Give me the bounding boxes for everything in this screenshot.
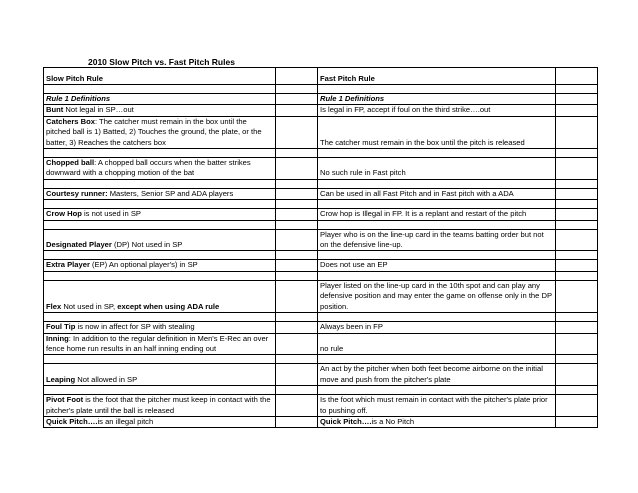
rules-table [43,67,598,428]
slow-rule-cell [44,116,276,148]
fast-rule-cell: Player who is on the line-up card in the teams batting order but not on the defensive line-up. [318,229,556,251]
rule-text: is the foot that the pitcher must keep in contact with the pitcher's plate until the ball is released [46,395,271,415]
rule-row-bunt [44,105,598,116]
rule-text: is a No Pitch [371,416,415,426]
fast-rule-cell: no rule [318,333,556,355]
slow-pitch-header: Slow Pitch Rule [44,68,276,85]
rule-exception: except when using ADA rule [117,301,220,311]
rule-row-foul-tip [44,322,598,333]
rule-text: : In addition to the regular definition in Men's E-Rec an over fence home run results in an half inning ending out [46,333,269,353]
rule-text: (DP) Not used in SP [111,240,183,250]
fast-rule-cell: Can be used in all Fast Pitch and in Fast pitch with a ADA [318,188,556,199]
slow-definitions-label: Rule 1 Definitions [44,94,276,105]
header-row [44,68,598,85]
rule-text: (EP) An optional player's) in SP [89,260,198,270]
slow-rule-cell [44,158,276,180]
slow-rule-cell [44,229,276,251]
slow-rule-cell [44,395,276,417]
fast-definitions-label: Rule 1 Definitions [318,94,556,105]
rule-text: is not used in SP [81,209,141,219]
rule-term: Designated Player [46,240,112,250]
rule-text: : The catcher must remain in the box until the pitched ball is 1) Batted, 2) Touches the ground, the plate, or the batter, 3) Reaches the catchers box [46,116,262,147]
fast-rule-cell: Is legal in FP, accept if foul on the third strike….out [318,105,556,116]
slow-rule-cell [44,333,276,355]
slow-rule-cell [44,188,276,199]
slow-rule-cell [44,364,276,386]
rule-row-catchers-box [44,116,598,148]
rule-text: is now in affect for SP with stealing [75,322,195,332]
rule-row-pivot-foot [44,395,598,417]
rule-row-leaping [44,364,598,386]
fast-rule-cell: Player listed on the line-up card in the 10th spot and can play any defensive position and may enter the game on offense only in the DP position. [318,280,556,312]
rule-row-designated-player [44,229,598,251]
rule-row-courtesy-runner [44,188,598,199]
rule-row-crow-hop [44,209,598,220]
fast-pitch-header: Fast Pitch Rule [318,68,556,85]
rule-term: Chopped ball [46,158,95,168]
fast-rule-cell: Does not use an EP [318,260,556,271]
definitions-row [44,94,598,105]
fast-rule-cell: Crow hop is Illegal in FP. It is a replant and restart of the pitch [318,209,556,220]
rule-row-chopped-ball [44,158,598,180]
slow-rule-cell [44,416,276,427]
rule-term: Courtesy runner: [46,188,108,198]
rule-term: Extra Player [46,260,90,270]
fast-rule-cell: No such rule in Fast pitch [318,158,556,180]
slow-rule-cell [44,105,276,116]
fast-rule-cell [318,416,556,427]
rule-row-inning [44,333,598,355]
fast-rule-cell: Always been in FP [318,322,556,333]
fast-rule-cell: Is the foot which must remain in contact with the pitcher's plate prior to pushing off. [318,395,556,417]
fast-rule-cell: An act by the pitcher when both feet become airborne on the initial move and push from the pitcher's plate [318,364,556,386]
document-title: 2010 Slow Pitch vs. Fast Pitch Rules [88,57,235,67]
rule-term: Leaping [46,374,76,384]
rule-row-extra-player [44,260,598,271]
slow-rule-cell [44,209,276,220]
rule-text: is an illegal pitch [97,416,154,426]
rule-text: Not allowed in SP [75,374,138,384]
rule-term: Pivot Foot [46,395,84,405]
rule-term: Bunt [46,105,64,115]
slow-rule-cell [44,260,276,271]
fast-rule-cell: The catcher must remain in the box until the pitch is released [318,116,556,148]
rule-term: Crow Hop [46,209,82,219]
rule-text: Not used in SP, [61,301,118,311]
rule-term: Flex [46,301,62,311]
rule-term: Quick Pitch…. [46,416,98,426]
rule-text: Masters, Senior SP and ADA players [107,188,234,198]
rule-term: Quick Pitch…. [320,416,372,426]
slow-rule-cell [44,280,276,312]
rule-term: Catchers Box [46,116,95,126]
rule-text: Not legal in SP…out [63,105,134,115]
rule-term: Inning [46,333,69,343]
slow-rule-cell [44,322,276,333]
rule-row-flex [44,280,598,312]
rule-row-quick-pitch [44,416,598,427]
rule-term: Foul Tip [46,322,76,332]
rule-text: : A chopped ball occurs when the batter strikes downward with a chopping motion of the bat [46,158,251,178]
